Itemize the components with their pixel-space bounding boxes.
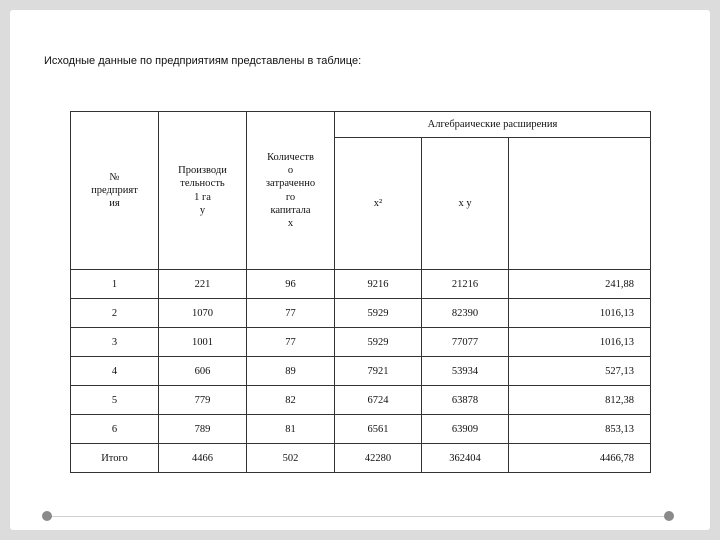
cell-x-squared: 6724 — [335, 386, 422, 415]
table-body — [71, 270, 651, 473]
cell-x-squared: 5929 — [335, 328, 422, 357]
footer-dot-left — [42, 511, 52, 521]
cell-xy: 362404 — [422, 444, 509, 473]
cell-enterprise: 2 — [71, 299, 159, 328]
cell-enterprise: 6 — [71, 415, 159, 444]
table-row — [71, 299, 651, 328]
cell-capital: 502 — [247, 444, 335, 473]
cell-enterprise: 4 — [71, 357, 159, 386]
cell-value: 853,13 — [509, 415, 651, 444]
cell-value: 1016,13 — [509, 299, 651, 328]
cell-enterprise: 3 — [71, 328, 159, 357]
cell-capital: 82 — [247, 386, 335, 415]
table-row — [71, 415, 651, 444]
cell-productivity: 1070 — [159, 299, 247, 328]
footer-divider — [48, 516, 672, 517]
cell-xy: 82390 — [422, 299, 509, 328]
cell-enterprise: 1 — [71, 270, 159, 299]
cell-productivity: 789 — [159, 415, 247, 444]
cell-value: 1016,13 — [509, 328, 651, 357]
table-row — [71, 386, 651, 415]
cell-capital: 89 — [247, 357, 335, 386]
table-row — [71, 270, 651, 299]
cell-productivity: 779 — [159, 386, 247, 415]
table-row — [71, 357, 651, 386]
cell-x-squared: 42280 — [335, 444, 422, 473]
cell-xy: 77077 — [422, 328, 509, 357]
table-row — [71, 444, 651, 473]
cell-capital: 77 — [247, 299, 335, 328]
cell-xy: 53934 — [422, 357, 509, 386]
cell-value: 527,13 — [509, 357, 651, 386]
footer-dot-right — [664, 511, 674, 521]
page-heading: Исходные данные по предприятиям представлены в таблице: — [44, 55, 362, 67]
cell-productivity: 4466 — [159, 444, 247, 473]
cell-capital: 96 — [247, 270, 335, 299]
cell-enterprise: 5 — [71, 386, 159, 415]
cell-x-squared: 6561 — [335, 415, 422, 444]
cell-xy: 63909 — [422, 415, 509, 444]
header-algebraic-extensions: Алгебраические расширения — [335, 112, 651, 138]
cell-xy: 21216 — [422, 270, 509, 299]
header-productivity: Производи тельность 1 га y — [159, 112, 247, 270]
header-empty — [509, 138, 651, 270]
cell-x-squared: 7921 — [335, 357, 422, 386]
cell-x-squared: 9216 — [335, 270, 422, 299]
cell-productivity: 1001 — [159, 328, 247, 357]
cell-productivity: 606 — [159, 357, 247, 386]
cell-value: 241,88 — [509, 270, 651, 299]
cell-x-squared: 5929 — [335, 299, 422, 328]
header-enterprise-number: № предприят ия — [71, 112, 159, 270]
table-row — [71, 328, 651, 357]
enterprise-data-table — [70, 111, 651, 473]
cell-capital: 81 — [247, 415, 335, 444]
cell-value: 812,38 — [509, 386, 651, 415]
cell-value: 4466,78 — [509, 444, 651, 473]
cell-capital: 77 — [247, 328, 335, 357]
header-xy: x y — [422, 138, 509, 270]
cell-enterprise: Итого — [71, 444, 159, 473]
cell-productivity: 221 — [159, 270, 247, 299]
cell-xy: 63878 — [422, 386, 509, 415]
header-x-squared: x² — [335, 138, 422, 270]
header-capital: Количеств о затраченно го капитала x — [247, 112, 335, 270]
